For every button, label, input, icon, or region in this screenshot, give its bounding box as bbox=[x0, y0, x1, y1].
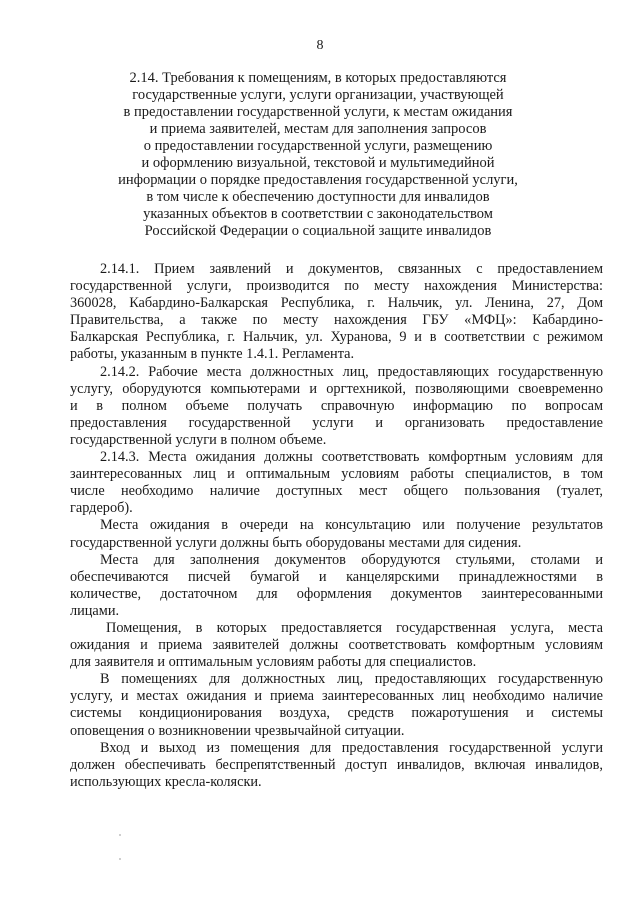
heading-line: указанных объектов в соответствии с законодательством bbox=[143, 206, 493, 222]
text-line: заинтересованных лиц и оптимальным условиям работы специалистов, в том bbox=[70, 466, 603, 483]
text-line: 2.14.1. Прием заявлений и документов, связанных с предоставлением bbox=[100, 261, 603, 277]
text-line: работы, указанным в пункте 1.4.1. Регламента. bbox=[70, 346, 355, 363]
heading-line: о предоставлении государственной услуги, размещению bbox=[143, 138, 493, 154]
text-line: оповещения о возникновении чрезвычайной ситуации. bbox=[70, 722, 405, 739]
text-line: 2.14.2. Рабочие места должностных лиц, предоставляющих государственную bbox=[100, 363, 603, 380]
heading-line: и оформлению визуальной, текстовой и мультимедийной bbox=[141, 155, 495, 171]
text-line: Помещения, в которых предоставляется государственная услуга, места bbox=[106, 619, 603, 636]
text-line: государственной услуги, производится по месту нахождения Министерства: bbox=[70, 278, 603, 295]
text-line: государственной услуги в полном объеме. bbox=[70, 431, 327, 448]
heading-line: в предоставлении государственной услуги, к местам ожидания bbox=[123, 104, 513, 120]
paragraph-2-14-2 bbox=[70, 364, 603, 449]
text-line: обеспечиваются писчей бумагой и канцелярскими принадлежностями в bbox=[70, 568, 603, 585]
text-line: числе необходимо наличие доступных мест общего пользования (туалет, bbox=[70, 483, 603, 500]
text-line: услугу, и местах ожидания и приема заинтересованных лиц необходимо наличие bbox=[70, 688, 603, 705]
section-heading bbox=[96, 70, 540, 240]
heading-line: Российской Федерации о социальной защите инвалидов bbox=[144, 223, 492, 239]
text-line: предоставления государственной услуги и организовать предоставление bbox=[70, 414, 603, 431]
text-line: В помещениях для должностных лиц, предоставляющих государственную bbox=[100, 671, 603, 688]
text-line: государственной услуги должны быть оборудованы местами для сидения. bbox=[70, 534, 522, 551]
scan-speck bbox=[119, 834, 121, 836]
text-line: использующих кресла-коляски. bbox=[70, 773, 262, 790]
text-line: услугу, оборудуются компьютерами и оргтехникой, позволяющими своевременно bbox=[70, 380, 603, 397]
text-line: 360028, Кабардино-Балкарская Республика, г. Нальчик, ул. Ленина, 27, Дом bbox=[70, 295, 603, 312]
text-line: Вход и выход из помещения для предоставления государственной услуги bbox=[100, 739, 603, 756]
paragraph-premises bbox=[70, 620, 603, 671]
text-line: Места для заполнения документов оборудуются стульями, столами и bbox=[100, 551, 603, 568]
paragraph-filling-places bbox=[70, 552, 603, 620]
heading-line: в том числе к обеспечению доступности для инвалидов bbox=[146, 189, 490, 205]
heading-line: государственные услуги, услуги организации, участвующей bbox=[132, 87, 504, 103]
text-line: Места ожидания в очереди на консультацию или получение результатов bbox=[100, 517, 603, 534]
text-line: 2.14.3. Места ожидания должны соответствовать комфортным условиям для bbox=[100, 449, 603, 466]
page-number: 8 bbox=[316, 38, 324, 53]
text-line: Правительства, а также по месту нахождения ГБУ «МФЦ»: Кабардино- bbox=[70, 312, 603, 329]
text-line: должен обеспечивать беспрепятственный доступ инвалидов, включая инвалидов, bbox=[70, 756, 603, 773]
text-line: ожидания и приема заявителей должны соответствовать комфортным условиям bbox=[70, 637, 603, 654]
heading-line: информации о порядке предоставления государственной услуги, bbox=[118, 172, 518, 188]
document-body bbox=[70, 261, 603, 791]
text-line: лицами. bbox=[70, 602, 120, 619]
text-line: и в полном объеме получать справочную информацию по вопросам bbox=[70, 397, 603, 414]
heading-line: и приема заявителей, местам для заполнения запросов bbox=[149, 121, 487, 137]
text-line: Балкарская Республика, г. Нальчик, ул. Хуранова, 9 и в соответствии с режимом bbox=[70, 329, 603, 346]
paragraph-accessibility bbox=[70, 740, 603, 791]
text-line: гардероб). bbox=[70, 500, 133, 517]
text-line: системы кондиционирования воздуха, средств пожаротушения и системы bbox=[70, 705, 603, 722]
text-line: для заявителя и оптимальным условиям работы для специалистов. bbox=[70, 654, 477, 671]
heading-line: 2.14. Требования к помещениям, в которых предоставляются bbox=[129, 70, 507, 86]
text-line: количестве, достаточном для оформления документов заинтересованными bbox=[70, 585, 603, 602]
paragraph-waiting-places bbox=[70, 517, 603, 551]
scan-speck bbox=[119, 858, 121, 860]
paragraph-safety-systems bbox=[70, 671, 603, 739]
paragraph-2-14-3 bbox=[70, 449, 603, 517]
paragraph-2-14-1 bbox=[70, 261, 603, 364]
